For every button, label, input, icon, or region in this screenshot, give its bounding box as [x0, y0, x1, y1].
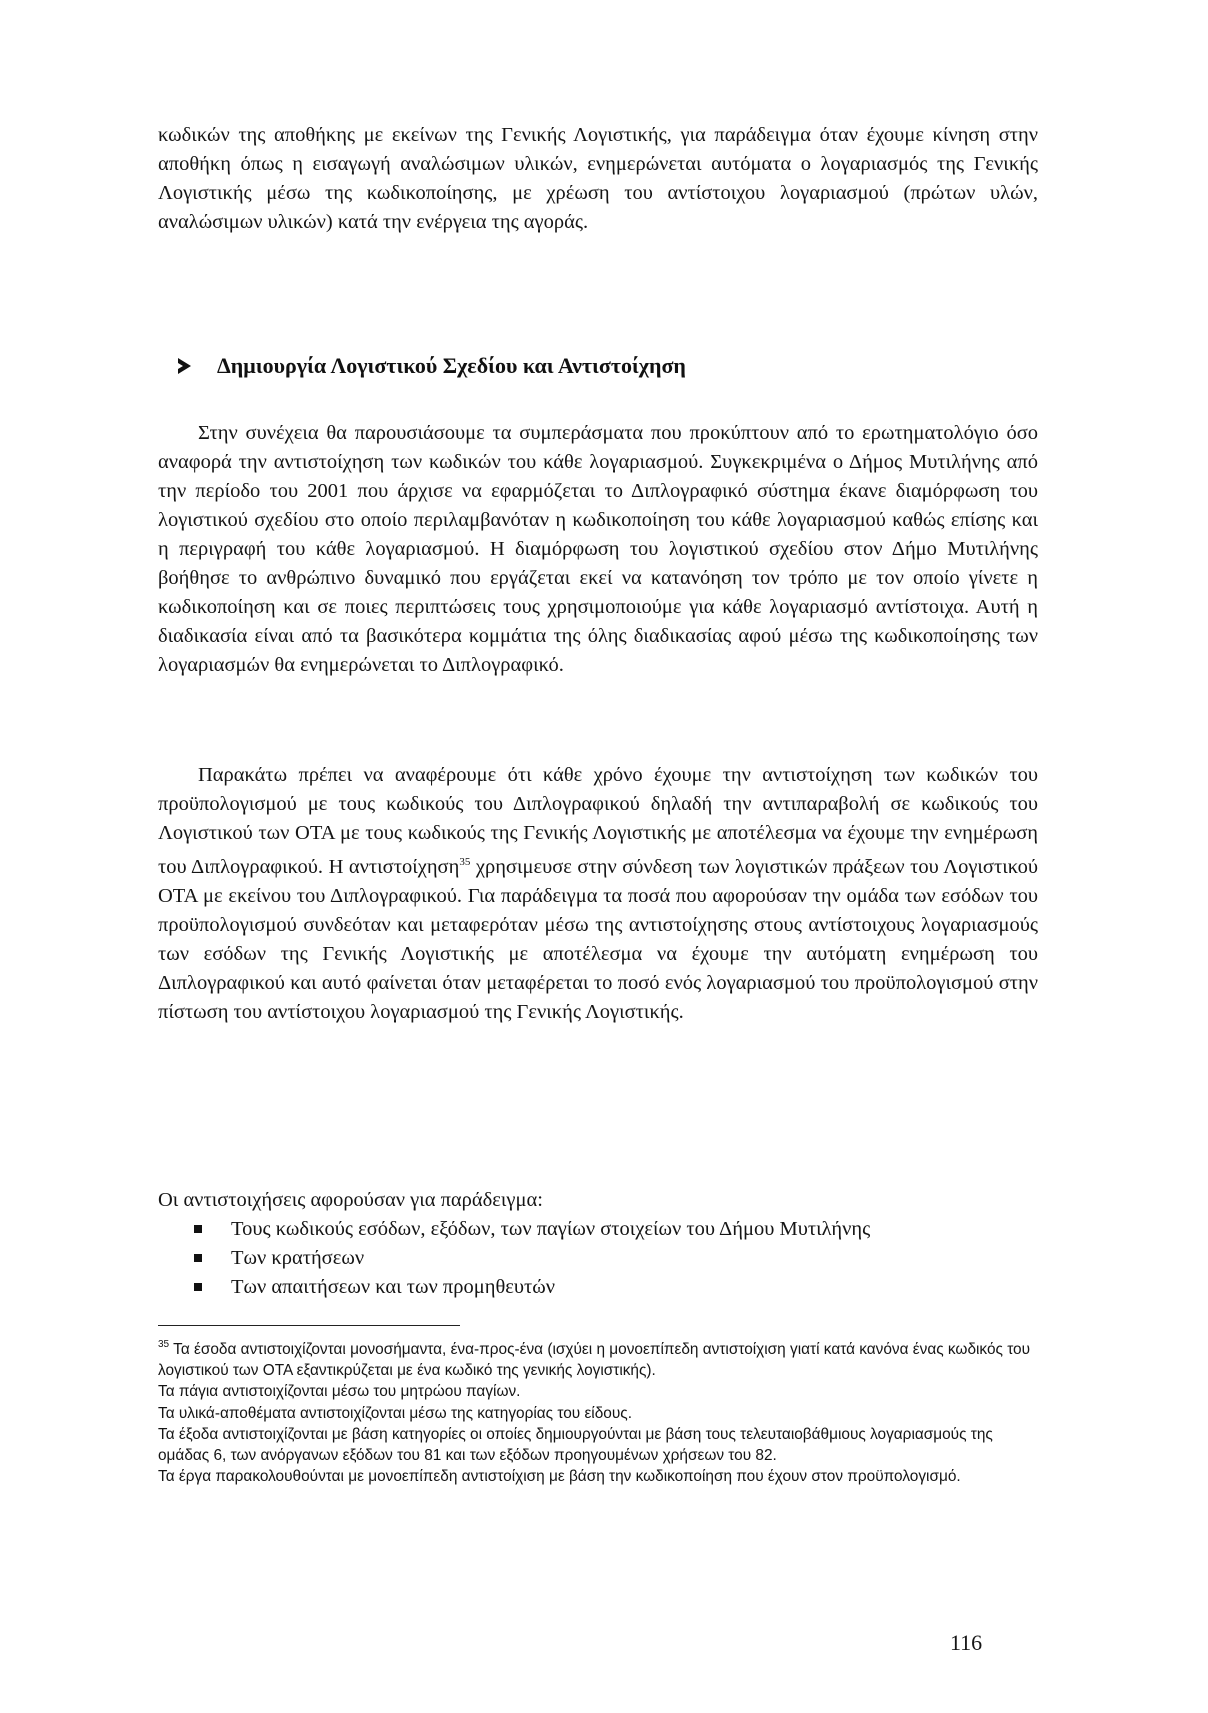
bullet-list — [158, 1215, 1038, 1302]
paragraph-correspondence-text: Στην συνέχεια θα παρουσιάσουμε τα συμπεράσματα που προκύπτουν από το ερωτηματολόγιο όσο αναφορά την αντιστοίχηση των κωδικών του κάθε λογαριασμού. Συγκεκριμένα ο Δήμος Μυτιλήνης από την περίοδο του 2001 που άρχισε να εφαρμόζεται το Διπλογραφικό σύστημα έκανε διαμόρφωση του λογιστικού σχεδίου στο οποίο περιλαμβανόταν η κωδικοποίηση του κάθε λογαριασμού καθώς επίσης και η περιγραφή του κάθε λογαριασμού. Η διαμόρφωση του λογιστικού σχεδίου στον Δήμο Μυτιλήνης βοήθησε το ανθρώπινο δυναμικό που εργάζεται εκεί να κατανόηση τον τρόπο με τον οποίο γίνετε η κωδικοποίηση και σε ποιες περιπτώσεις τους χρησιμοποιούμε για κάθε λογαριασμό αντίστοιχα. Αυτή η διαδικασία είναι από τα βασικότερα κομμάτια της όλης διαδικασίας αφού μέσω της κωδικοποίησης των λογαριασμών θα ενημερώνεται το Διπλογραφικό. — [158, 422, 1038, 676]
page-number: 116 — [950, 1630, 983, 1655]
footnotes — [158, 1334, 1038, 1487]
square-bullet-icon — [194, 1254, 202, 1262]
arrow-bullet-icon — [178, 358, 191, 374]
list-item — [194, 1273, 1038, 1302]
footnote-divider — [158, 1325, 460, 1326]
paragraph-intro-text: κωδικών της αποθήκης με εκείνων της Γενικής Λογιστικής, για παράδειγμα όταν έχουμε κίνηση στην αποθήκη όπως η εισαγωγή αναλώσιμων υλικών, ενημερώνεται αυτόματα ο λογαριασμός της Γενικής Λογιστικής μέσω της κωδικοποίησης, με χρέωση του αντίστοιχου λογαριασμού (πρώτων υλών, αναλώσιμων υλικών) κατά την ενέργεια της αγοράς. — [158, 124, 1038, 233]
list-item-text: Των απαιτήσεων και των προμηθευτών — [231, 1276, 556, 1298]
list-item-text: Των κρατήσεων — [231, 1247, 365, 1269]
section-heading — [178, 353, 686, 379]
paragraph-below-text — [158, 761, 1038, 1027]
list-item-text: Τους κωδικούς εσόδων, εξόδων, των παγίων στοιχείων του Δήμου Μυτιλήνης — [231, 1218, 871, 1240]
list-intro: Οι αντιστοιχήσεις αφορούσαν για παράδειγμα: — [158, 1189, 543, 1211]
correspondence-list — [158, 1186, 1038, 1302]
footnote-text: Τα έσοδα αντιστοιχίζονται μονοσήμαντα, ένα-προς-ένα (ισχύει η μονοεπίπεδη αντιστοίχιση γιατί κατά κανόνα ένας κωδικός του λογιστικού των ΟΤΑ εξαντικρύζεται με ένα κωδικό της γενικής λογιστικής). — [158, 1341, 1031, 1380]
footnote-line: Τα έργα παρακολουθούνται με μονοεπίπεδη αντιστοίχιση με βάση την κωδικοποίηση που έχουν στον προϋπολογισμό. — [158, 1468, 961, 1486]
footnote-number: 35 — [158, 1339, 170, 1350]
list-item — [194, 1244, 1038, 1273]
paragraph-below — [158, 761, 1038, 1027]
paragraph-below-part-b: χρησιμευσε στην σύνδεση των λογιστικών πράξεων του Λογιστικού ΟΤΑ με εκείνου του Διπλογραφικού. Για παράδειγμα τα ποσά που αφορούσαν την ομάδα των εσόδων του προϋπολογισμού συνδεόταν και μεταφερόταν μέσω της αντιστοίχησης στους αντίστοιχους λογαριασμούς των εσόδων της Γενικής Λογιστικής με αποτέλεσμα να έχουμε την αυτόματη ενημέρωση του Διπλογραφικού και αυτό φαίνεται όταν μεταφέρεται το ποσό ενός λογαριασμού του προϋπολογισμού στην πίστωση του αντίστοιχου λογαριασμού της Γενικής Λογιστικής. — [158, 856, 1038, 1023]
paragraph-below-part-a: Παρακάτω πρέπει να αναφέρουμε ότι κάθε χρόνο έχουμε την αντιστοίχηση των κωδικών του προϋπολογισμού με τους κωδικούς του Διπλογραφικού δηλαδή την αντιπαραβολή σε κωδικούς του Λογιστικού των ΟΤΑ με τους κωδικούς της Γενικής Λογιστικής με αποτέλεσμα να έχουμε την ενημέρωση του Διπλογραφικού. Η αντιστοίχηση — [158, 764, 1038, 878]
section-heading-text: Δημιουργία Λογιστικού Σχεδίου και Αντιστοίχηση — [217, 353, 686, 378]
paragraph-correspondence — [158, 419, 1038, 680]
footnote-line: Τα υλικά-αποθέματα αντιστοιχίζονται μέσω της κατηγορίας του είδους. — [158, 1404, 632, 1422]
footnote-line: Τα έξοδα αντιστοιχίζονται με βάση κατηγορίες οι οποίες δημιουργούνται με βάση τους τελευταιοβάθμιους λογαριασμούς της ομάδας 6, των ανόργανων εξόδων του 81 και των εξόδων προηγουμένων χρήσεων του 82. — [158, 1425, 993, 1465]
square-bullet-icon — [194, 1225, 202, 1233]
footnote-line — [158, 1334, 1038, 1381]
square-bullet-icon — [194, 1283, 202, 1291]
footnote-reference: 35 — [459, 856, 471, 868]
list-item — [194, 1215, 1038, 1244]
paragraph-intro — [158, 121, 1038, 237]
footnote-line: Τα πάγια αντιστοιχίζονται μέσω του μητρώου παγίων. — [158, 1383, 521, 1401]
